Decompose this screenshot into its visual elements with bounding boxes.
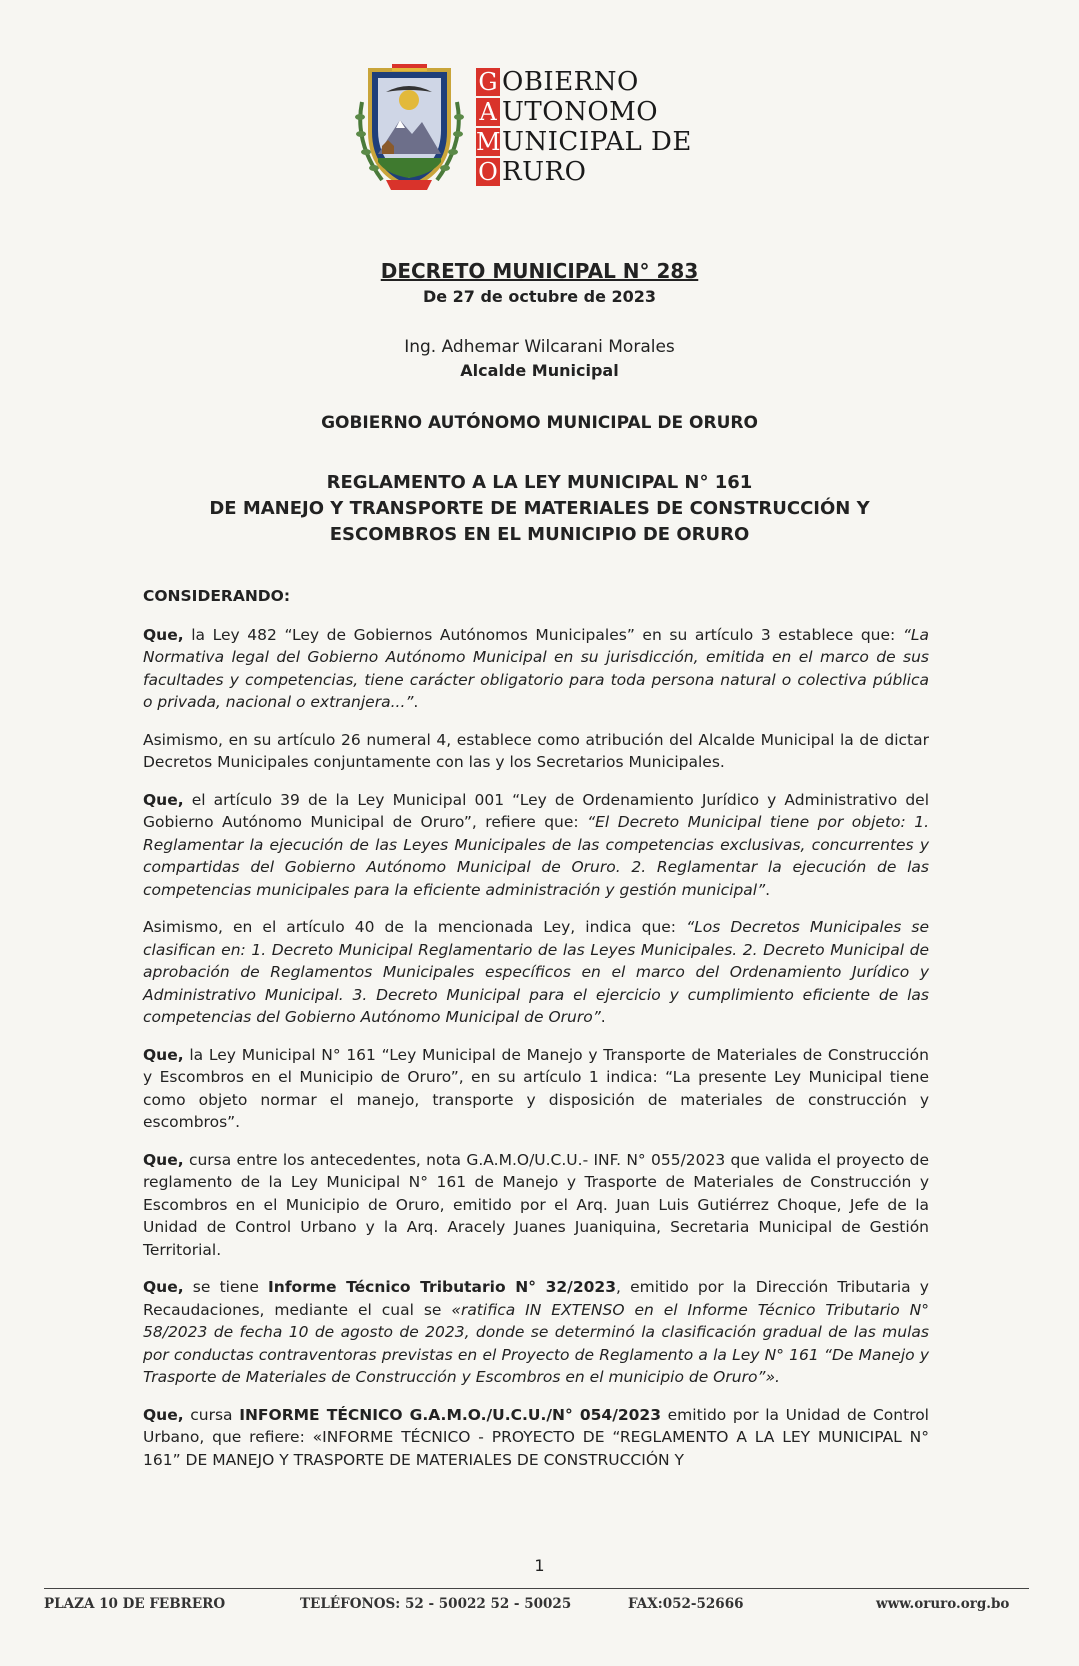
name-part: OBIERNO (502, 67, 639, 97)
paragraph-tail: . (413, 693, 419, 711)
name-part: RURO (502, 157, 587, 187)
paragraph-text: se tiene (183, 1278, 269, 1296)
regulation-title (0, 470, 1079, 548)
municipal-coat-of-arms-icon (352, 62, 467, 197)
acronym-column (476, 68, 500, 188)
paragraph-text: cursa entre los antecedentes, nota G.A.M.O/U.C.U.- INF. N° 055/2023 que valida el proyecto de reglamento de la Ley Municipal N° 161 de Manejo y Trasporte de Materiales de Construcción y Escombros en el Municipio de Oruro, emitido por el Arq. Juan Luis Gutiérrez Choque, Jefe de la Unidad de Control Urbano y la Arq. Aracely Juanes Juaniquina, Secretaria Municipal de Gestión Territorial. (143, 1150, 929, 1259)
paragraph-quote: «ratifica IN EXTENSO en el Informe Técnico Tributario N° 58/2023 de fecha 10 de agosto de 2023, donde se determinó la clasificación gradual de las mulas por conductas contraventoras previstas en el Proyecto de Reglamento a la Ley N° 161 “De Manejo y Trasporte de Materiales de Construcción y Escombros en el municipio de Oruro”». (143, 1300, 930, 1386)
decree-date: De 27 de octubre de 2023 (422, 287, 657, 306)
paragraph (143, 789, 929, 902)
name-part: UNICIPAL DE (502, 127, 692, 157)
paragraph-text: Asimismo, en el artículo 40 de la mencionada Ley, indica que: (143, 918, 687, 936)
government-name: GOBIERNO AUTÓNOMO MUNICIPAL DE ORURO (321, 413, 758, 433)
paragraph-quote: “Los Decretos Municipales se clasifican en: 1. Decreto Municipal Reglamentario de las Leyes Municipales. 2. Decreto Municipal de aprobación de Reglamentos Municipales específicos en el marco del Ordenamiento Jurídico y Administrativo Municipal. 3. Decreto Municipal para el ejercicio y cumplimiento eficiente de las competencias del Gobierno Autónomo Municipal de Oruro” (143, 918, 929, 1026)
name-part: UTONOMO (502, 97, 659, 127)
paragraph (143, 1149, 929, 1262)
paragraph (143, 1044, 929, 1134)
signer-role: Alcalde Municipal (460, 361, 619, 380)
paragraph-text: el artículo 39 de la Ley Municipal 001 “Ley de Ordenamiento Jurídico y Administrativo del Gobierno Autónomo Municipal de Oruro”, refiere que: (143, 790, 929, 831)
paragraph (143, 729, 929, 774)
paragraph-quote: “La Normativa legal del Gobierno Autónomo Municipal en su jurisdicción, emitida en el marco de sus facultades y competencias, tiene carácter obligatorio para toda persona natural o colectiva pública o privada, nacional o extranjera...” (143, 625, 929, 711)
page-number: 1 (534, 1556, 545, 1575)
document-body (143, 585, 929, 1486)
paragraph-lead: Que, (143, 625, 184, 644)
considerando-heading: CONSIDERANDO: (143, 587, 291, 605)
paragraph-lead: Que, (143, 790, 184, 809)
regulation-title-line: ESCOMBROS EN EL MUNICIPIO DE ORURO (329, 524, 750, 545)
acronym-letter: A (476, 98, 500, 126)
paragraph-lead: Que, (143, 1045, 184, 1064)
paragraph (143, 624, 929, 714)
regulation-title-line: DE MANEJO Y TRANSPORTE DE MATERIALES DE CONSTRUCCIÓN Y (209, 498, 870, 519)
government-name-words (502, 68, 692, 188)
acronym-letter: M (476, 128, 501, 156)
paragraph (143, 1276, 929, 1389)
paragraph-text: , emitido por la Dirección Tributaria y Recaudaciones, mediante el cual se (143, 1278, 929, 1319)
regulation-title-line: REGLAMENTO A LA LEY MUNICIPAL N° 161 (326, 472, 753, 493)
signer-name: Ing. Adhemar Wilcarani Morales (404, 337, 675, 357)
acronym-letter: G (476, 68, 500, 96)
acronym-letter: O (476, 158, 500, 186)
paragraph-lead: Que, (143, 1405, 184, 1424)
gamo-logo (352, 62, 752, 197)
paragraph-text: Asimismo, en su artículo 26 numeral 4, establece como atribución del Alcalde Municipal la de dictar Decretos Municipales conjuntamente con las y los Secretarios Municipales. (143, 730, 929, 771)
footer-website: www.oruro.org.bo (876, 1596, 1010, 1612)
paragraph (143, 1404, 929, 1472)
paragraph-bold: Informe Técnico Tributario N° 32/2023 (268, 1278, 616, 1296)
paragraph-text: emitido por la Unidad de Control Urbano, que refiere: «INFORME TÉCNICO - PROYECTO DE “REGLAMENTO A LA LEY MUNICIPAL N° 161” DE MANEJO Y TRASPORTE DE MATERIALES DE CONSTRUCCIÓN Y (143, 1405, 929, 1469)
footer-fax: FAX:052-52666 (628, 1596, 744, 1612)
paragraph (143, 916, 929, 1029)
paragraph-lead: Que, (143, 1278, 184, 1296)
paragraph-lead: Que, (143, 1150, 184, 1169)
decree-title: DECRETO MUNICIPAL N° 283 (380, 259, 699, 283)
footer-phones: TELÉFONOS: 52 - 50022 52 - 50025 (300, 1596, 572, 1612)
footer-divider (44, 1588, 1029, 1589)
paragraph-tail: . (765, 880, 771, 899)
paragraph-text: la Ley Municipal N° 161 “Ley Municipal de Manejo y Transporte de Materiales de Construcción y Escombros en el Municipio de Oruro”, en su artículo 1 indica: “La presente Ley Municipal tiene como objeto normar el manejo, transporte y disposición de materiales de construcción y escombros”. (143, 1045, 929, 1131)
paragraph-tail: . (600, 1008, 606, 1026)
footer-address: PLAZA 10 DE FEBRERO (44, 1596, 226, 1612)
paragraph-text: cursa (183, 1405, 240, 1424)
paragraph-quote: “El Decreto Municipal tiene por objeto: 1. Reglamentar la ejecución de las Leyes Municipales de las competencias exclusivas, concurrentes y compartidas del Gobierno Autónomo Municipal de Oruro. 2. Reglamentar la ejecución de las competencias municipales para la eficiente administración y gestión municipal” (143, 813, 930, 899)
paragraph-text: la Ley 482 “Ley de Gobiernos Autónomos Municipales” en su artículo 3 establece que: (183, 625, 903, 644)
paragraph-bold: INFORME TÉCNICO G.A.M.O./U.C.U./N° 054/2023 (239, 1405, 661, 1424)
